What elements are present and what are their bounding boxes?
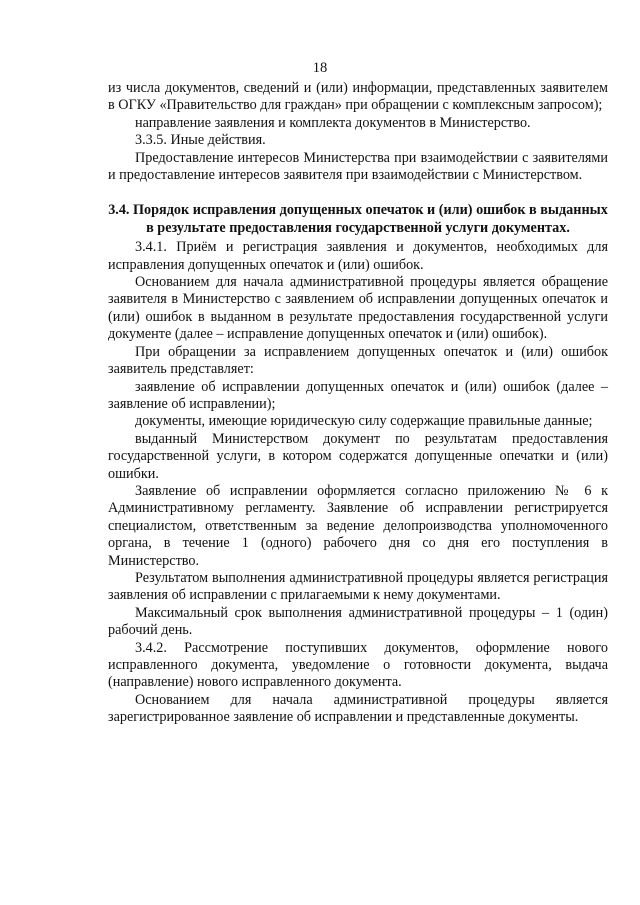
paragraph: Основанием для начала административной процедуры является зарегистрированное заявление об исправлении и представленные документы. (108, 691, 608, 726)
paragraph: Максимальный срок выполнения административной процедуры – 1 (один) рабочий день. (108, 604, 608, 639)
paragraph: Основанием для начала административной процедуры является обращение заявителя в Министерство с заявлением об исправлении допущенных опечаток и (или) ошибок в выданном в результате предоставления государственной услуги документе (далее – исправление допущенных опечаток и (или) ошибок). (108, 274, 608, 343)
paragraph: 3.4.2. Рассмотрение поступивших документов, оформление нового исправленного документа, уведомление о готовности документа, выдача (направление) нового исправленного документа. (108, 639, 608, 691)
paragraph: документы, имеющие юридическую силу содержащие правильные данные; (135, 413, 593, 430)
paragraph: При обращении за исправлением допущенных опечаток и (или) ошибок заявитель представляет: (108, 343, 608, 378)
paragraph: 3.4.1. Приём и регистрация заявления и документов, необходимых для исправления допущенных опечаток и (или) ошибок. (108, 239, 608, 273)
paragraph: из числа документов, сведений и (или) информации, представленных заявителем в ОГКУ «Правительство для граждан» при обращении с комплексным запросом); (108, 80, 608, 114)
page-number: 18 (312, 60, 328, 76)
section-heading-text: 3.4. Порядок исправления допущенных опечаток и (или) ошибок в выданных в результате предоставления государственной услуги документах. (108, 202, 608, 236)
paragraph: выданный Министерством документ по результатам предоставления государственной услуги, в котором содержатся допущенные опечатки и (или) ошибки. (108, 430, 608, 482)
paragraph: Результатом выполнения административной процедуры является регистрация заявления об исправлении с прилагаемыми к нему документами. (108, 569, 608, 604)
paragraph: 3.3.5. Иные действия. (135, 132, 266, 149)
document-body (108, 80, 608, 727)
section-heading (108, 202, 608, 237)
paragraph: Заявление об исправлении оформляется согласно приложению № 6 к Административному регламенту. Заявление об исправлении регистрируется специалистом, ответственным за ведение делопроизводства уполномоченного органа, в течение 1 (одного) рабочего дня со дня его поступления в Министерство. (108, 482, 608, 569)
paragraph: Предоставление интересов Министерства при взаимодействии с заявителями и предоставление интересов заявителя при взаимодействии с Министерством. (108, 149, 608, 184)
paragraph: заявление об исправлении допущенных опечаток и (или) ошибок (далее – заявление об исправлении); (108, 378, 608, 412)
paragraph: направление заявления и комплекта документов в Министерство. (135, 114, 531, 131)
